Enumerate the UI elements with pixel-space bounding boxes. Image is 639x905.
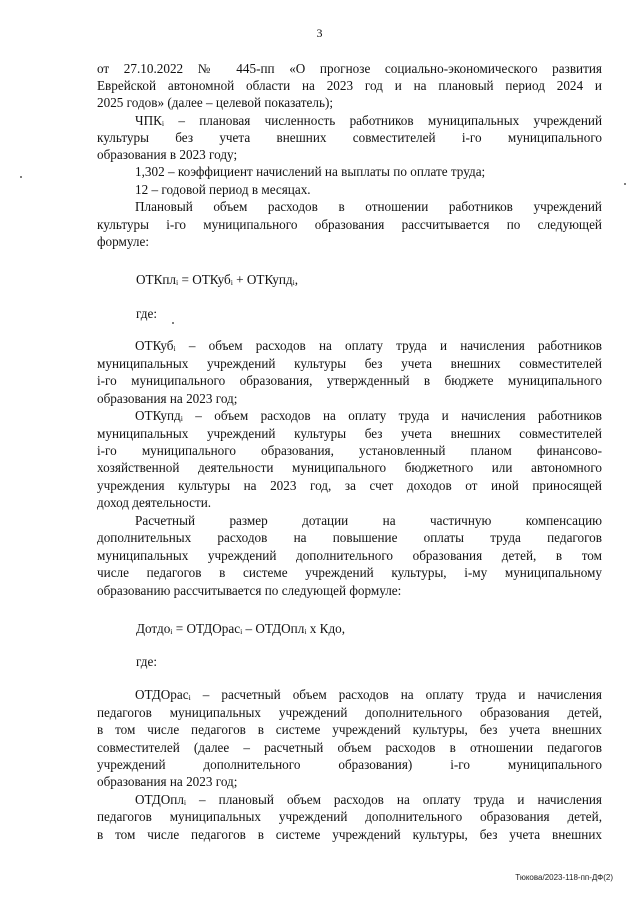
text-line: муниципальных учреждений дополнительного образования детей, в том bbox=[97, 548, 602, 563]
text-line: хозяйственной деятельности муниципального бюджетного или автономного bbox=[97, 460, 602, 475]
text-line: i-го муниципального образования, утвержденный в бюджете муниципального bbox=[97, 373, 602, 388]
text-line: Еврейской автономной области на 2023 год и на плановый период 2024 и bbox=[97, 78, 602, 93]
scan-speck bbox=[20, 176, 22, 178]
text-line: ОТКупдᵢ – объем расходов на оплату труда и начисления работников bbox=[135, 408, 602, 423]
text-line: ОТДОрасᵢ – расчетный объем расходов на оплату труда и начисления bbox=[135, 687, 602, 702]
text-line: образования в 2023 году; bbox=[97, 147, 238, 162]
formula-otk: ОТКплᵢ = ОТКубᵢ + ОТКупдᵢ, bbox=[136, 272, 299, 287]
scan-speck bbox=[172, 322, 174, 324]
text-line: учреждения культуры на 2023 год, за счет доходов от иной приносящей bbox=[97, 478, 602, 493]
text-line: муниципальных учреждений культуры без учета внешних совместителей bbox=[97, 426, 602, 441]
text-line: доход деятельности. bbox=[97, 495, 212, 510]
text-line: учреждений дополнительного образования) i-го муниципального bbox=[97, 757, 602, 772]
text-line: образованию рассчитывается по следующей формуле: bbox=[97, 583, 402, 598]
text-line: числе педагогов в системе учреждений культуры, i-му муниципальному bbox=[97, 565, 602, 580]
text-line: ЧПКᵢ – плановая численность работников муниципальных учреждений bbox=[135, 113, 602, 128]
text-line: Плановый объем расходов в отношении работников учреждений bbox=[135, 199, 602, 214]
text-line: Расчетный размер дотации на частичную компенсацию bbox=[135, 513, 602, 528]
where-label: где: bbox=[136, 306, 157, 321]
text-line: 2025 годов» (далее – целевой показатель); bbox=[97, 95, 334, 110]
formula-dotdo: Дотдоᵢ = ОТДОрасᵢ – ОТДОплᵢ х Кдо, bbox=[136, 621, 346, 636]
document-footer-code: Тюкова/2023-118-пп-ДФ(2) bbox=[515, 873, 613, 882]
text-line: i-го муниципального образования, установленный планом финансово- bbox=[97, 443, 602, 458]
text-line: образования на 2023 год; bbox=[97, 774, 238, 789]
text-line: образования на 2023 год; bbox=[97, 391, 238, 406]
text-line: культуры без учета внешних совместителей i-го муниципального bbox=[97, 130, 602, 145]
text-line: формуле: bbox=[97, 234, 149, 249]
text-line: 1,302 – коэффициент начислений на выплаты по оплате труда; bbox=[135, 164, 486, 179]
text-line: педагогов муниципальных учреждений дополнительного образования детей, bbox=[97, 705, 602, 720]
text-line: в том числе педагогов в системе учреждений культуры, без учета внешних bbox=[97, 722, 602, 737]
text-line: совместителей (далее – расчетный объем расходов в отношении педагогов bbox=[97, 740, 602, 755]
text-line: ОТКубᵢ – объем расходов на оплату труда и начисления работников bbox=[135, 338, 602, 353]
text-line: 12 – годовой период в месяцах. bbox=[135, 182, 311, 197]
text-line: ОТДОплᵢ – плановый объем расходов на оплату труда и начисления bbox=[135, 792, 602, 807]
text-line: культуры i-го муниципального образования рассчитывается по следующей bbox=[97, 217, 602, 232]
text-line: муниципальных учреждений культуры без учета внешних совместителей bbox=[97, 356, 602, 371]
scan-speck bbox=[624, 183, 626, 185]
where-label: где: bbox=[136, 654, 157, 669]
page-number: 3 bbox=[316, 26, 323, 40]
text-line: в том числе педагогов в системе учреждений культуры, без учета внешних bbox=[97, 827, 602, 842]
text-line: дополнительных расходов на повышение оплаты труда педагогов bbox=[97, 530, 602, 545]
text-line: педагогов муниципальных учреждений дополнительного образования детей, bbox=[97, 809, 602, 824]
text-line: от 27.10.2022 № 445-пп «О прогнозе социально-экономического развития bbox=[97, 61, 602, 76]
